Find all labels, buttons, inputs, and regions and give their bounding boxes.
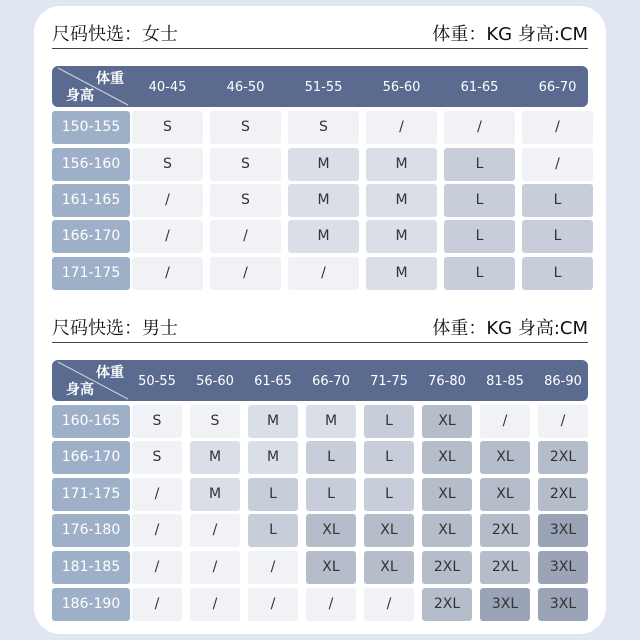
size-cell: 2XL bbox=[480, 514, 530, 547]
size-cell: / bbox=[190, 588, 240, 621]
women-weight-header-bar bbox=[52, 66, 588, 107]
size-cell: L bbox=[364, 478, 414, 511]
size-cell: L bbox=[444, 257, 515, 290]
weight-column-header: 81-85 bbox=[486, 374, 524, 389]
women-corner-cell bbox=[52, 66, 130, 107]
size-cell: M bbox=[248, 405, 298, 438]
height-row-label: 186-190 bbox=[52, 588, 130, 621]
size-cell: L bbox=[522, 184, 593, 217]
height-row-label: 161-165 bbox=[52, 184, 130, 217]
weight-column-header: 51-55 bbox=[304, 80, 343, 95]
size-cell: M bbox=[306, 405, 356, 438]
men-corner-weight: 体重 bbox=[96, 365, 124, 381]
weight-column-header: 61-65 bbox=[460, 80, 499, 95]
size-cell: XL bbox=[306, 514, 356, 547]
size-cell: / bbox=[132, 514, 182, 547]
size-cell: / bbox=[480, 405, 530, 438]
height-row-label: 171-175 bbox=[52, 478, 130, 511]
size-cell: 2XL bbox=[422, 588, 472, 621]
size-cell: / bbox=[132, 588, 182, 621]
size-cell: L bbox=[306, 441, 356, 474]
women-section-header bbox=[52, 12, 588, 49]
size-cell: S bbox=[288, 111, 359, 144]
size-cell: / bbox=[132, 220, 203, 253]
size-cell: S bbox=[210, 148, 281, 181]
size-cell: / bbox=[364, 588, 414, 621]
size-cell: S bbox=[132, 441, 182, 474]
women-corner-height: 身高 bbox=[66, 88, 94, 104]
size-cell: 2XL bbox=[538, 441, 588, 474]
size-cell: 2XL bbox=[422, 551, 472, 584]
size-cell: L bbox=[444, 220, 515, 253]
size-cell: M bbox=[366, 220, 437, 253]
height-row-label: 150-155 bbox=[52, 111, 130, 144]
size-cell: / bbox=[210, 257, 281, 290]
size-cell: M bbox=[190, 478, 240, 511]
height-row-label: 166-170 bbox=[52, 441, 130, 474]
size-cell: / bbox=[522, 148, 593, 181]
size-cell: / bbox=[248, 588, 298, 621]
size-cell: L bbox=[248, 478, 298, 511]
height-row-label: 156-160 bbox=[52, 148, 130, 181]
size-cell: S bbox=[132, 148, 203, 181]
weight-column-header: 61-65 bbox=[254, 374, 292, 389]
size-cell: XL bbox=[364, 514, 414, 547]
height-row-label: 181-185 bbox=[52, 551, 130, 584]
size-cell: / bbox=[288, 257, 359, 290]
size-cell: M bbox=[248, 441, 298, 474]
size-cell: XL bbox=[306, 551, 356, 584]
size-cell: / bbox=[366, 111, 437, 144]
weight-column-header: 50-55 bbox=[138, 374, 176, 389]
size-cell: / bbox=[190, 514, 240, 547]
weight-column-header: 56-60 bbox=[382, 80, 421, 95]
weight-column-header: 40-45 bbox=[148, 80, 187, 95]
size-cell: XL bbox=[364, 551, 414, 584]
weight-column-header: 56-60 bbox=[196, 374, 234, 389]
size-cell: / bbox=[522, 111, 593, 144]
weight-column-header: 66-70 bbox=[538, 80, 577, 95]
size-cell: L bbox=[444, 148, 515, 181]
size-cell: M bbox=[366, 148, 437, 181]
size-cell: M bbox=[288, 184, 359, 217]
height-row-label: 166-170 bbox=[52, 220, 130, 253]
size-cell: XL bbox=[422, 514, 472, 547]
height-row-label: 160-165 bbox=[52, 405, 130, 438]
size-cell: / bbox=[306, 588, 356, 621]
men-title: 尺码快选：男士 bbox=[52, 318, 178, 339]
size-cell: / bbox=[132, 478, 182, 511]
men-weight-header-bar bbox=[52, 360, 588, 401]
size-cell: XL bbox=[422, 405, 472, 438]
size-cell: L bbox=[522, 257, 593, 290]
weight-column-header: 86-90 bbox=[544, 374, 582, 389]
men-corner-height: 身高 bbox=[66, 382, 94, 398]
size-cell: XL bbox=[422, 478, 472, 511]
size-cell: L bbox=[306, 478, 356, 511]
women-corner-weight: 体重 bbox=[96, 71, 124, 87]
size-cell: S bbox=[210, 184, 281, 217]
women-title: 尺码快选：女士 bbox=[52, 24, 178, 45]
size-cell: M bbox=[366, 184, 437, 217]
size-cell: 3XL bbox=[480, 588, 530, 621]
size-cell: / bbox=[538, 405, 588, 438]
size-cell: 3XL bbox=[538, 551, 588, 584]
size-cell: / bbox=[248, 551, 298, 584]
size-cell: M bbox=[288, 220, 359, 253]
weight-column-header: 46-50 bbox=[226, 80, 265, 95]
size-cell: / bbox=[132, 257, 203, 290]
size-cell: L bbox=[444, 184, 515, 217]
size-cell: 3XL bbox=[538, 588, 588, 621]
weight-column-header: 76-80 bbox=[428, 374, 466, 389]
size-cell: M bbox=[288, 148, 359, 181]
size-cell: / bbox=[190, 551, 240, 584]
size-cell: / bbox=[210, 220, 281, 253]
men-section-header bbox=[52, 306, 588, 343]
weight-column-header: 71-75 bbox=[370, 374, 408, 389]
men-corner-cell bbox=[52, 360, 130, 401]
size-cell: XL bbox=[480, 441, 530, 474]
size-cell: L bbox=[364, 405, 414, 438]
size-cell: M bbox=[190, 441, 240, 474]
size-cell: S bbox=[190, 405, 240, 438]
weight-column-header: 66-70 bbox=[312, 374, 350, 389]
women-units: 体重：KG 身高:CM bbox=[432, 24, 588, 45]
height-row-label: 171-175 bbox=[52, 257, 130, 290]
size-cell: XL bbox=[480, 478, 530, 511]
size-cell: XL bbox=[422, 441, 472, 474]
size-cell: S bbox=[132, 111, 203, 144]
height-row-label: 176-180 bbox=[52, 514, 130, 547]
size-cell: L bbox=[364, 441, 414, 474]
size-cell: / bbox=[132, 184, 203, 217]
size-cell: L bbox=[522, 220, 593, 253]
size-cell: 2XL bbox=[538, 478, 588, 511]
size-cell: S bbox=[210, 111, 281, 144]
size-cell: / bbox=[132, 551, 182, 584]
size-cell: / bbox=[444, 111, 515, 144]
size-cell: S bbox=[132, 405, 182, 438]
size-cell: L bbox=[248, 514, 298, 547]
size-cell: 3XL bbox=[538, 514, 588, 547]
men-units: 体重：KG 身高:CM bbox=[432, 318, 588, 339]
size-cell: 2XL bbox=[480, 551, 530, 584]
size-cell: M bbox=[366, 257, 437, 290]
